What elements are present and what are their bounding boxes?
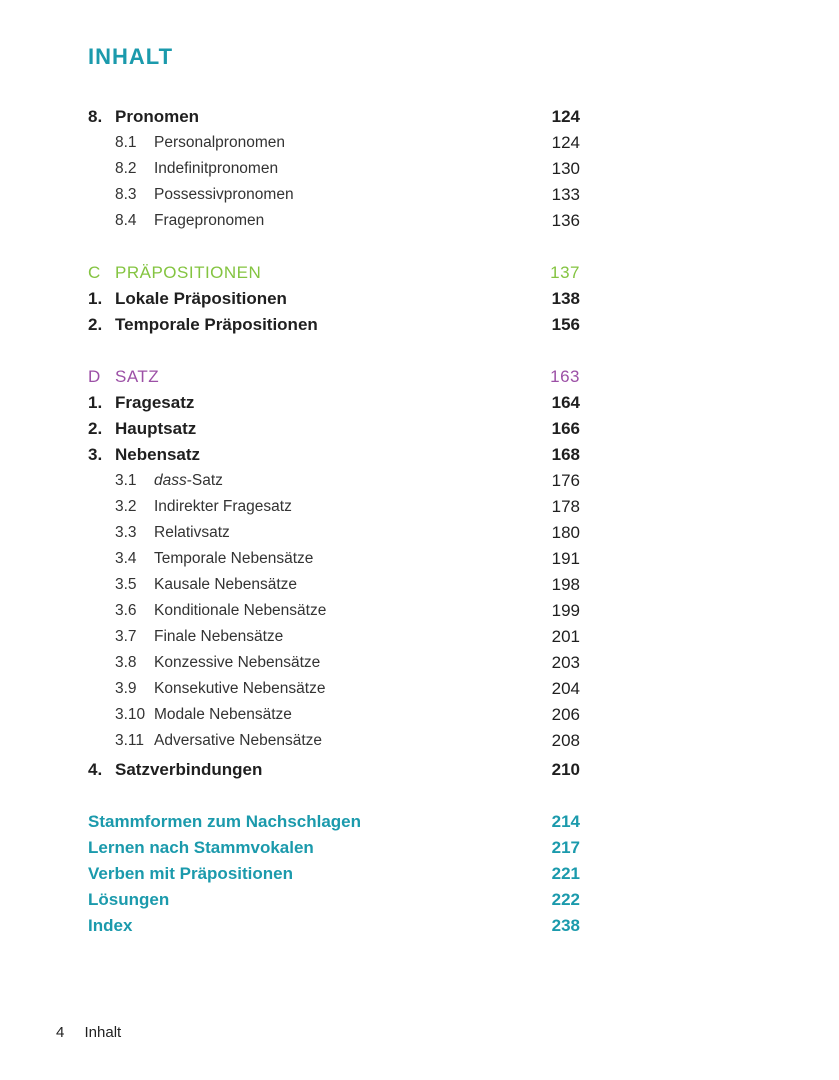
entry-number: 3.3 bbox=[115, 524, 137, 541]
entry-number: 3.4 bbox=[115, 550, 137, 567]
toc-appendix-entry[interactable] bbox=[88, 835, 580, 861]
entry-page: 201 bbox=[551, 627, 580, 646]
entry-page: 178 bbox=[551, 497, 580, 516]
entry-number: 3. bbox=[88, 445, 103, 464]
toc-entry[interactable] bbox=[88, 312, 580, 338]
spacer bbox=[88, 338, 580, 364]
entry-page: 124 bbox=[551, 107, 580, 126]
toc-subentry[interactable] bbox=[88, 650, 580, 676]
entry-page: 180 bbox=[551, 523, 580, 542]
toc-entry[interactable] bbox=[88, 757, 580, 783]
entry-label: Fragesatz bbox=[115, 393, 195, 412]
entry-page: 191 bbox=[551, 549, 580, 568]
entry-label: Kausale Nebensätze bbox=[154, 576, 298, 593]
entry-label bbox=[154, 468, 223, 494]
page-title: INHALT bbox=[88, 44, 174, 69]
entry-label: Nebensatz bbox=[115, 445, 201, 464]
appendix-page: 221 bbox=[551, 864, 580, 883]
entry-label: Temporale Präpositionen bbox=[115, 315, 318, 334]
section-label: PRÄPOSITIONEN bbox=[115, 263, 262, 282]
appendix-label: Lösungen bbox=[88, 890, 170, 909]
toc-appendix-entry[interactable] bbox=[88, 913, 580, 939]
entry-number: 8. bbox=[88, 107, 103, 126]
entry-number: 1. bbox=[88, 289, 103, 308]
entry-number: 3.9 bbox=[115, 680, 137, 697]
toc-appendix-entry[interactable] bbox=[88, 809, 580, 835]
entry-label: Indirekter Fragesatz bbox=[154, 498, 292, 515]
entry-label-rest: -Satz bbox=[186, 472, 223, 489]
entry-number: 8.3 bbox=[115, 186, 137, 203]
entry-number: 3.5 bbox=[115, 576, 137, 593]
entry-label: Konzessive Nebensätze bbox=[154, 654, 321, 671]
toc-subentry[interactable] bbox=[88, 208, 580, 234]
entry-number: 3.6 bbox=[115, 602, 137, 619]
spacer bbox=[88, 783, 580, 809]
entry-page: 168 bbox=[551, 445, 580, 464]
toc-subentry[interactable] bbox=[88, 702, 580, 728]
entry-page: 130 bbox=[551, 159, 580, 178]
appendix-page: 222 bbox=[551, 890, 580, 909]
entry-label: Finale Nebensätze bbox=[154, 628, 284, 645]
entry-number: 3.10 bbox=[115, 706, 146, 723]
appendix-label: Index bbox=[88, 916, 133, 935]
entry-label-italic: dass bbox=[154, 472, 187, 489]
entry-label: Modale Nebensätze bbox=[154, 706, 292, 723]
section-page: 137 bbox=[550, 263, 580, 282]
entry-label: Personalpronomen bbox=[154, 134, 285, 151]
toc-appendix-entry[interactable] bbox=[88, 887, 580, 913]
toc-subentry[interactable] bbox=[88, 572, 580, 598]
entry-page: 198 bbox=[551, 575, 580, 594]
toc-entry[interactable] bbox=[88, 286, 580, 312]
entry-number: 3.11 bbox=[115, 732, 145, 749]
toc-entry[interactable] bbox=[88, 416, 580, 442]
toc-subentry[interactable] bbox=[88, 546, 580, 572]
entry-page: 166 bbox=[551, 419, 580, 438]
entry-label: Konditionale Nebensätze bbox=[154, 602, 327, 619]
entry-page: 176 bbox=[551, 471, 580, 490]
toc-subentry[interactable] bbox=[88, 598, 580, 624]
entry-page: 136 bbox=[551, 211, 580, 230]
entry-number: 8.4 bbox=[115, 212, 137, 229]
appendix-label: Stammformen zum Nachschlagen bbox=[88, 812, 362, 831]
entry-number: 3.1 bbox=[115, 472, 137, 489]
entry-label: Lokale Präpositionen bbox=[115, 289, 287, 308]
section-heading-d[interactable] bbox=[88, 364, 580, 390]
toc-entry[interactable] bbox=[88, 442, 580, 468]
appendix-page: 217 bbox=[551, 838, 580, 857]
table-of-contents bbox=[88, 104, 580, 939]
footer-page-number: 4 bbox=[56, 1024, 65, 1041]
entry-number: 3.2 bbox=[115, 498, 137, 515]
toc-subentry[interactable] bbox=[88, 494, 580, 520]
entry-label: Konsekutive Nebensätze bbox=[154, 680, 326, 697]
footer-label: Inhalt bbox=[84, 1024, 122, 1041]
section-letter: D bbox=[88, 367, 101, 386]
entry-label: Relativsatz bbox=[154, 524, 230, 541]
entry-page: 210 bbox=[551, 760, 580, 779]
entry-page: 133 bbox=[551, 185, 580, 204]
entry-page: 206 bbox=[551, 705, 580, 724]
entry-page: 208 bbox=[551, 731, 580, 750]
appendix-page: 214 bbox=[551, 812, 580, 831]
entry-page: 138 bbox=[551, 289, 580, 308]
toc-subentry[interactable] bbox=[88, 676, 580, 702]
entry-label: Adversative Nebensätze bbox=[154, 732, 323, 749]
toc-subentry[interactable] bbox=[88, 468, 580, 494]
entry-page: 156 bbox=[551, 315, 580, 334]
entry-page: 124 bbox=[551, 133, 580, 152]
section-heading-c[interactable] bbox=[88, 260, 580, 286]
toc-subentry[interactable] bbox=[88, 182, 580, 208]
toc-subentry[interactable] bbox=[88, 520, 580, 546]
entry-label: Satzverbindungen bbox=[115, 760, 263, 779]
entry-page: 204 bbox=[551, 679, 580, 698]
entry-number: 2. bbox=[88, 419, 103, 438]
section-page: 163 bbox=[550, 367, 580, 386]
entry-number: 4. bbox=[88, 760, 103, 779]
page-footer bbox=[56, 1024, 121, 1041]
spacer bbox=[88, 234, 580, 260]
entry-label: Hauptsatz bbox=[115, 419, 197, 438]
toc-subentry[interactable] bbox=[88, 624, 580, 650]
toc-subentry[interactable] bbox=[88, 728, 580, 754]
entry-label: Pronomen bbox=[115, 107, 200, 126]
entry-page: 199 bbox=[551, 601, 580, 620]
entry-number: 2. bbox=[88, 315, 103, 334]
entry-page: 203 bbox=[551, 653, 580, 672]
entry-label: Temporale Nebensätze bbox=[154, 550, 314, 567]
appendix-page: 238 bbox=[551, 916, 580, 935]
entry-number: 8.1 bbox=[115, 134, 137, 151]
entry-number: 1. bbox=[88, 393, 103, 412]
toc-entry[interactable] bbox=[88, 104, 580, 130]
entry-number: 3.7 bbox=[115, 628, 137, 645]
appendix-label: Verben mit Präpositionen bbox=[88, 864, 293, 883]
entry-label: Indefinitpronomen bbox=[154, 160, 279, 177]
section-label: SATZ bbox=[115, 367, 160, 386]
entry-label: Possessivpronomen bbox=[154, 186, 294, 203]
toc-subentry[interactable] bbox=[88, 130, 580, 156]
appendix-label: Lernen nach Stammvokalen bbox=[88, 838, 314, 857]
entry-label: Fragepronomen bbox=[154, 212, 265, 229]
section-letter: C bbox=[88, 263, 101, 282]
entry-number: 3.8 bbox=[115, 654, 137, 671]
entry-page: 164 bbox=[551, 393, 580, 412]
toc-entry[interactable] bbox=[88, 390, 580, 416]
entry-number: 8.2 bbox=[115, 160, 137, 177]
toc-appendix-entry[interactable] bbox=[88, 861, 580, 887]
toc-subentry[interactable] bbox=[88, 156, 580, 182]
